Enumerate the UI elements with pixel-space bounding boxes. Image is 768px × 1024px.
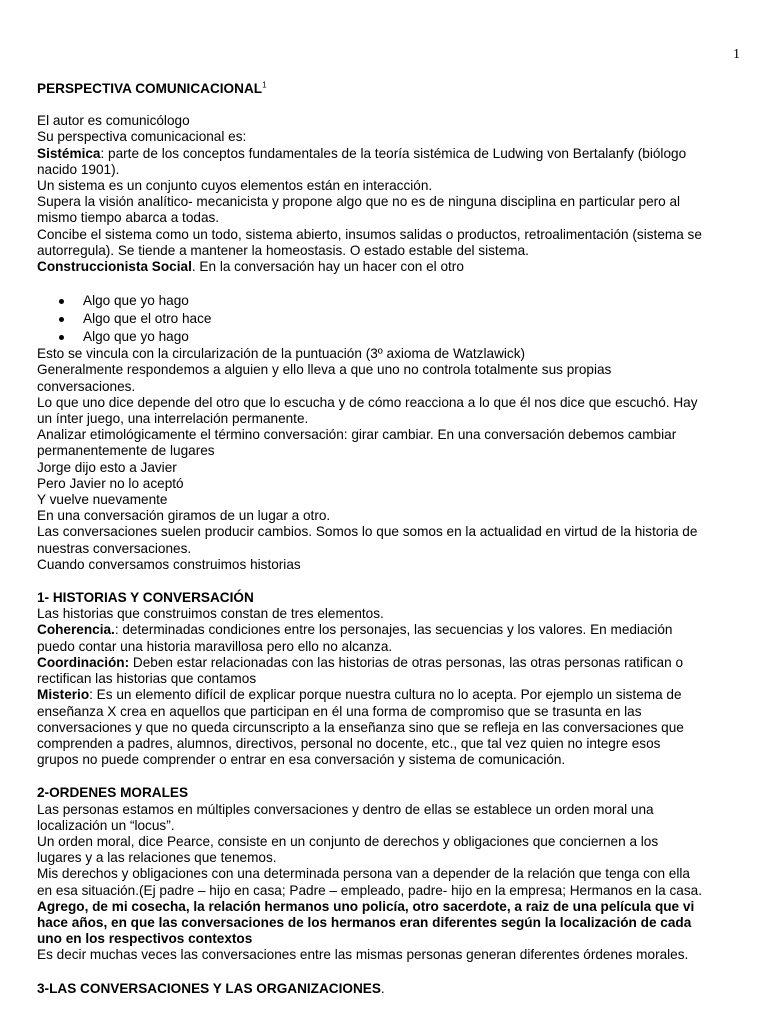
bold-line-text: Agrego, de mi cosecha, la relación hermanos uno policía, otro sacerdote, a raiz de una película que vi <box>37 898 695 914</box>
text-line: Es decir muchas veces las conversaciones entre las mismas personas generan diferentes órdenes morales. <box>37 947 689 963</box>
bold-line-text: hace años, en que las conversaciones de los hermanos eran diferentes según la localización de cada <box>37 914 692 930</box>
bullet-icon <box>59 317 64 322</box>
text-line: grupos no puede comprender o entrar en esa conversación y sistema de comunicación. <box>37 752 566 768</box>
text-line: Y vuelve nuevamente <box>37 492 168 508</box>
list-item <box>37 292 737 310</box>
text-line: Jorge dijo esto a Javier <box>37 459 177 475</box>
text-line: en esa situación.(Ej padre – hijo en casa; Padre – empleado, padre- hijo en la empresa; Hermanos en la casa. <box>37 882 702 898</box>
text-line: Pero Javier no lo aceptó <box>37 475 184 491</box>
text-line: nuestras conversaciones. <box>37 540 192 556</box>
text-line: conversaciones. <box>37 378 136 394</box>
intro-line: El autor es comunicólogo <box>37 113 190 129</box>
list-item <box>37 328 737 346</box>
coordinacion-label: Coordinación: <box>37 654 130 670</box>
text-line: enseñanza X crea en aquellos que participan en él una forma de compromiso que se trasunta en las <box>37 703 642 719</box>
section-1-heading <box>37 590 737 606</box>
section-2-heading-text: 2-ORDENES MORALES <box>37 785 189 801</box>
construccionista-label: Construccionista Social <box>37 259 192 275</box>
text-line: localización un “locus”. <box>37 817 175 833</box>
sistemica-label: Sistémica <box>37 145 101 161</box>
text-line: Un orden moral, dice Pearce, consiste en un conjunto de derechos y obligaciones que conciernen a los <box>37 833 659 849</box>
list-item-text: Algo que el otro hace <box>83 311 212 327</box>
misterio-paragraph <box>37 687 737 703</box>
bold-line <box>37 931 737 947</box>
text-line: Lo que uno dice depende del otro que lo escucha y de cómo reacciona a lo que él nos dice que escuchó. Hay <box>37 394 698 410</box>
bullet-list <box>37 292 737 346</box>
list-item <box>37 310 737 328</box>
text-line: Analizar etimológicamente el término conversación: girar cambiar. En una conversación debemos cambiar <box>37 427 677 443</box>
text-line: Las conversaciones suelen producir cambios. Somos lo que somos en la actualidad en virtud de la historia de <box>37 524 698 540</box>
page-number: 1 <box>733 47 740 62</box>
section-3-heading <box>37 981 737 997</box>
bold-line <box>37 899 737 915</box>
list-item-text: Algo que yo hago <box>83 329 189 345</box>
coordinacion-paragraph <box>37 655 737 671</box>
text-line: mismo tiempo abarca a todas. <box>37 210 220 226</box>
coordinacion-text: Deben estar relacionadas con las historias de otras personas, las otras personas ratifican o <box>129 654 684 670</box>
bold-line-text: uno en los respectivos contextos <box>37 931 253 947</box>
section-3-heading-text: 3-LAS CONVERSACIONES Y LAS ORGANIZACIONES <box>37 980 381 996</box>
section-3-heading-period: . <box>380 980 385 996</box>
bullet-icon <box>59 335 64 340</box>
text-line: autorregula). Se tiende a mantener la homeostasis. O estado estable del sistema. <box>37 242 529 258</box>
text-line: lugares y a las relaciones que tenemos. <box>37 850 277 866</box>
coherencia-text: : determinadas condiciones entre los personajes, las secuencias y los valores. En mediación <box>114 622 673 638</box>
text-line: Cuando conversamos construimos historias <box>37 556 301 572</box>
document-body <box>37 81 737 997</box>
text-line: Concibe el sistema como un todo, sistema abierto, insumos salidas o productos, retroalimentación (sistema se <box>37 226 702 242</box>
text-line: permanentemente de lugares <box>37 443 215 459</box>
sistemica-text: : parte de los conceptos fundamentales de la teoría sistémica de Ludwing von Bertalanfy (biólogo <box>100 145 687 161</box>
sistemica-paragraph <box>37 146 737 162</box>
text-line: Esto se vincula con la circularización de la puntuación (3º axioma de Watzlawick) <box>37 346 526 362</box>
text-line: comprenden a padres, alumnos, directivos, personal no docente, etc., que tal vez quien no integre esos <box>37 735 661 751</box>
text-line: Generalmente respondemos a alguien y ello lleva a que uno no controla totalmente sus propias <box>37 362 612 378</box>
intro-line: Su perspectiva comunicacional es: <box>37 129 247 145</box>
text-line: Mis derechos y obligaciones con una determinada persona van a depender de la relación que tenga con ella <box>37 866 690 882</box>
text-line: Las personas estamos en múltiples conversaciones y dentro de ellas se establece un orden moral una <box>37 801 654 817</box>
construccionista-text: . En la conversación hay un hacer con el otro <box>191 259 464 275</box>
text-line: Un sistema es un conjunto cuyos elementos están en interacción. <box>37 178 433 194</box>
text-line: conversaciones y que no queda circunscripto a la enseñanza sino que se refleja en las conversaciones que <box>37 719 684 735</box>
section-2-heading <box>37 785 737 801</box>
misterio-label: Misterio <box>37 687 90 703</box>
text-line: nacido 1901). <box>37 161 120 177</box>
list-item-text: Algo que yo hago <box>83 293 189 309</box>
construccionista-paragraph <box>37 259 737 275</box>
title-text: PERSPECTIVA COMUNICACIONAL <box>37 81 263 96</box>
bullet-icon <box>59 299 64 304</box>
text-line: En una conversación giramos de un lugar a otro. <box>37 508 331 524</box>
coherencia-paragraph <box>37 622 737 638</box>
bold-line <box>37 915 737 931</box>
text-line: rectifican las historias que contamos <box>37 671 257 687</box>
text-line: puedo contar una historia maravillosa pero ello no alcanza. <box>37 638 393 654</box>
text-line: un ínter juego, una interrelación permanente. <box>37 411 309 427</box>
text-line: Supera la visión analítico- mecanicista y propone algo que no es de ninguna disciplina en particular pero al <box>37 194 681 210</box>
misterio-text: : Es un elemento difícil de explicar porque nuestra cultura no lo acepta. Por ejemplo un sistema de <box>89 687 682 703</box>
section-1-heading-text: 1- HISTORIAS Y CONVERSACIÓN <box>37 590 254 606</box>
coherencia-label: Coherencia. <box>37 622 115 638</box>
text-line: Las historias que construimos constan de tres elementos. <box>37 606 384 622</box>
document-title <box>37 81 737 97</box>
footnote-marker: 1 <box>262 80 267 90</box>
